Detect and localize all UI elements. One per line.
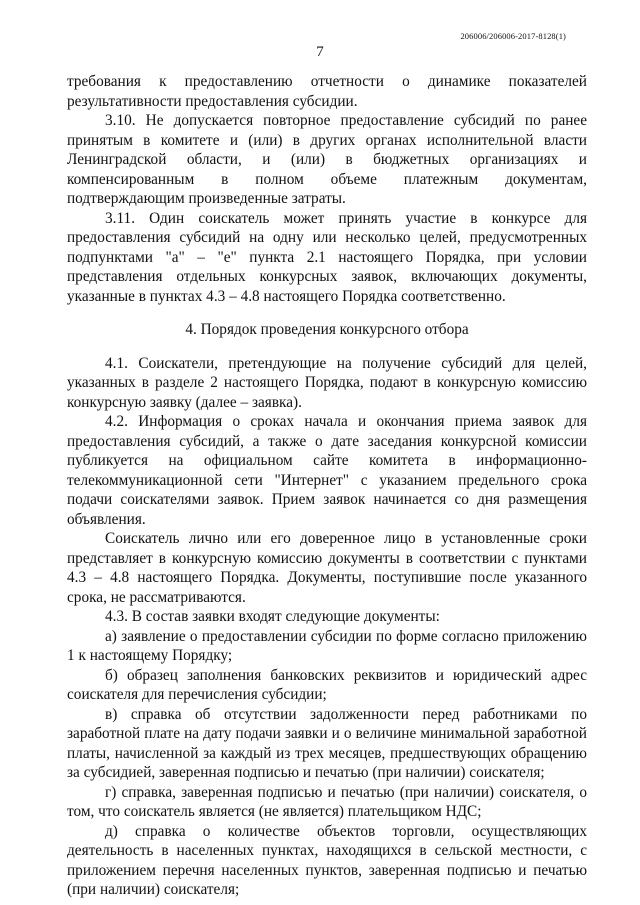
list-item-a: а) заявление о предоставлении субсидии по форме согласно приложению 1 к настоящему Порядку; — [67, 627, 587, 664]
list-item-v: в) справка об отсутствии задолженности перед работниками по заработной плате на дату подачи заявки и о величине минимальной заработной платы, начисленной за каждый из трех месяцев, предшествующих обращению за субсидией, заверенная подписью и печатью (при наличии) соискателя; — [67, 705, 587, 781]
document-id: 206006/206006-2017-8128(1) — [460, 31, 566, 41]
page-number: 7 — [316, 44, 324, 60]
paragraph-4-1: 4.1. Соискатели, претендующие на получение субсидий для целей, указанных в разделе 2 настоящего Порядка, подают в конкурсную комиссию конкурсную заявку (далее – заявка). — [67, 354, 587, 411]
paragraph-3-10: 3.10. Не допускается повторное предоставление субсидий по ранее принятым в комитете и (или) в других органах исполнительной власти Ленинградской области, и (или) в бюджетных организациях и компенсированным в полном объеме платежным документам, подтверждающим произведенные затраты. — [67, 112, 587, 207]
list-item-b: б) образец заполнения банковских реквизитов и юридический адрес соискателя для перечисления субсидии; — [67, 666, 587, 703]
paragraph-3-11: 3.11. Один соискатель может принять участие в конкурсе для предоставления субсидий на одну или несколько целей, предусмотренных подпунктами "а" – "е" пункта 2.1 настоящего Порядка, при условии представления отдельных конкурсных заявок, включающих документы, указанные в пунктах 4.3 – 4.8 настоящего Порядка соответственно. — [67, 209, 587, 305]
paragraph-4-2-continued: Соискатель лично или его доверенное лицо в установленные сроки представляет в конкурсную комиссию документы в соответствии с пунктами 4.3 – 4.8 настоящего Порядка. Документы, поступившие после указанного срока, не рассматриваются. — [67, 530, 587, 606]
section-heading: 4. Порядок проведения конкурсного отбора — [185, 321, 469, 338]
paragraph-4-3: 4.3. В состав заявки входят следующие документы: — [105, 608, 440, 625]
paragraph-intro: требования к предоставлению отчетности о динамике показателей результативности предоставления субсидии. — [67, 73, 587, 110]
document-body — [67, 72, 587, 900]
list-item-d: д) справка о количестве объектов торговли, осуществляющих деятельность в населенных пунктах, находящихся в сельской местности, с приложением перечня населенных пунктов, заверенная подписью и печатью (при наличии) соискателя; — [67, 822, 587, 898]
list-item-g: г) справка, заверенная подписью и печатью (при наличии) соискателя, о том, что соискатель является (не является) плательщиком НДС; — [67, 783, 587, 820]
paragraph-4-2: 4.2. Информация о сроках начала и окончания приема заявок для предоставления субсидий, а также о дате заседания конкурсной комиссии публикуется на официальном сайте комитета в информационно-телекоммуникационной сети "Интернет" с указанием предельного срока подачи соискателями заявок. Прием заявок начинается со дня размещения объявления. — [67, 413, 587, 528]
